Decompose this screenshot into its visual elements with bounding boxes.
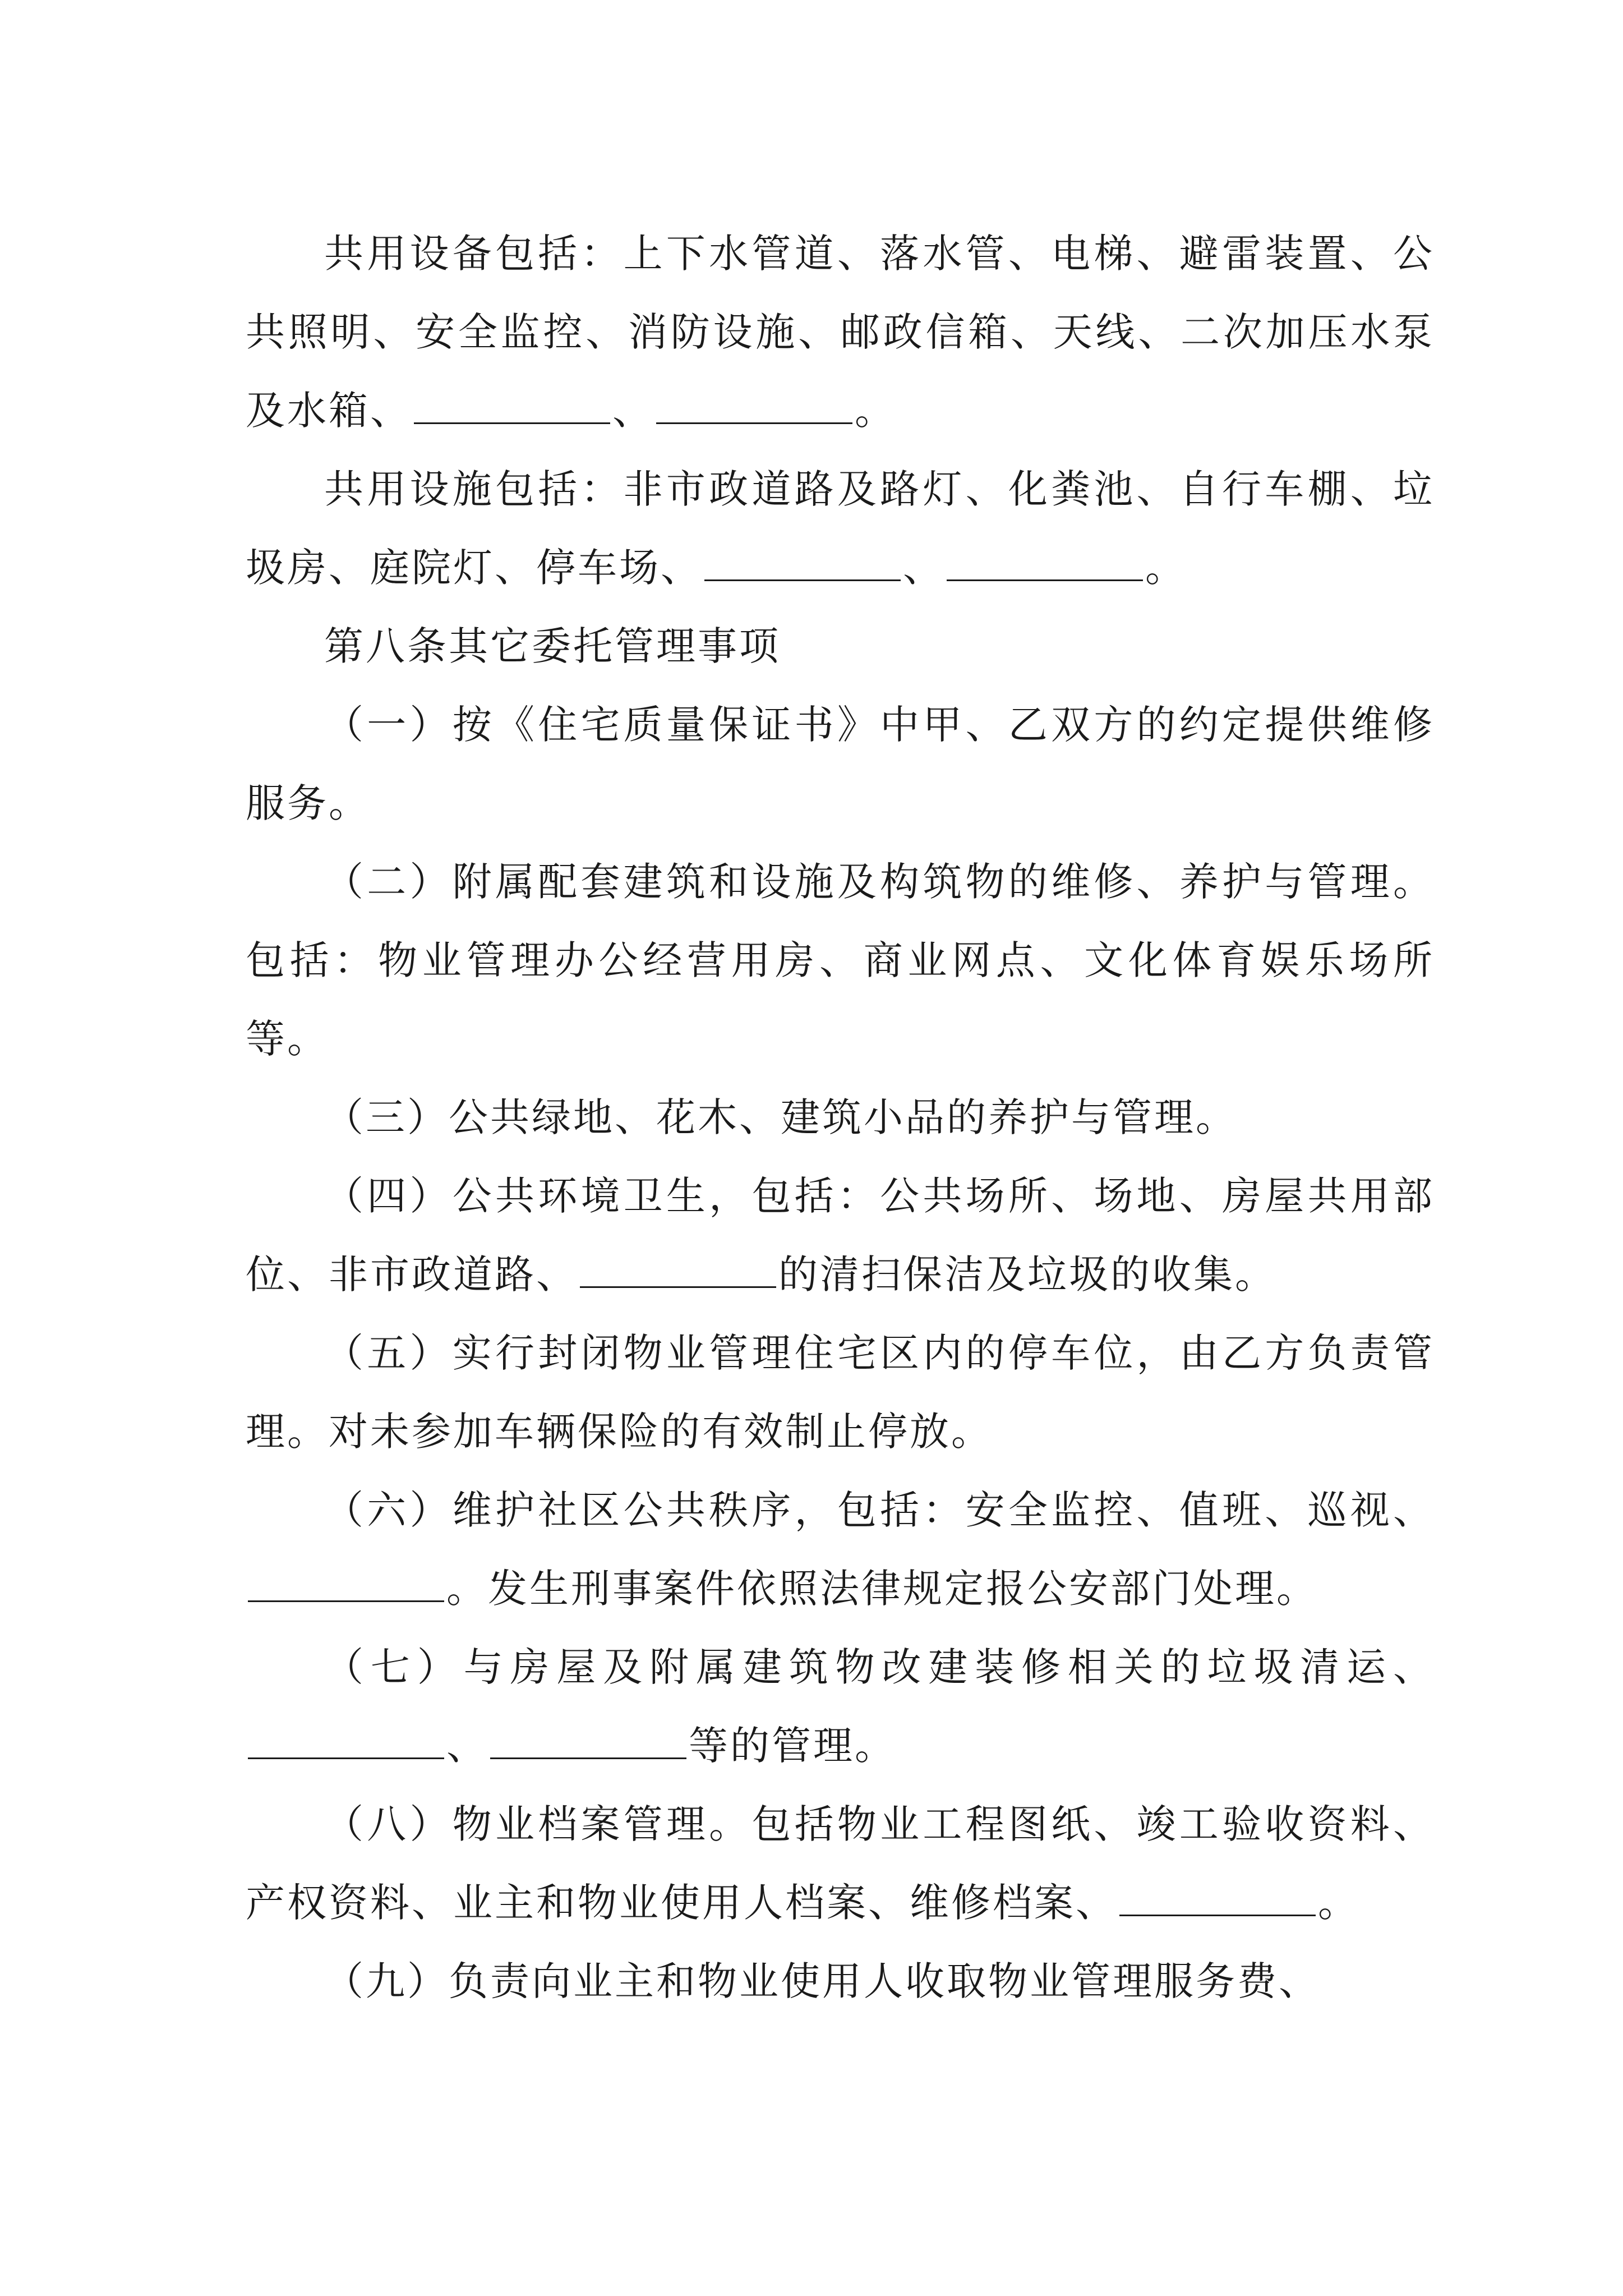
text-segment: （九）负责向业主和物业使用人收取物业管理服务费、: [324, 1958, 1320, 2004]
text-segment: 等的管理。: [689, 1723, 896, 1769]
fill-in-blank[interactable]: [490, 1724, 686, 1759]
text-segment: （一）按《住宅质量保证书》中甲、乙双方的约定提供维修服务。: [246, 702, 1435, 826]
text-segment: 。: [1145, 545, 1187, 591]
paragraph-item-2: [246, 843, 1435, 1078]
text-segment: （六）维护社区公共秩序，包括：安全监控、值班、巡视、: [324, 1487, 1435, 1533]
fill-in-blank[interactable]: [248, 1724, 444, 1759]
fill-in-blank[interactable]: [1119, 1881, 1316, 1916]
document-body: [246, 214, 1435, 2021]
text-segment: 共用设备包括：上下水管道、落水管、电梯、避雷装置、公共照明、安全监控、消防设施、邮政信箱、天线、二次加压水泵及水箱、: [246, 231, 1435, 434]
text-segment: 、: [446, 1723, 488, 1769]
text-segment: 第八条其它委托管理事项: [324, 623, 781, 669]
paragraph-item-5: [246, 1314, 1435, 1471]
paragraph-item-8: [246, 1785, 1435, 1942]
text-segment: 、: [903, 545, 944, 591]
fill-in-blank[interactable]: [704, 546, 901, 581]
text-segment: 共用设施包括：非市政道路及路灯、化粪池、自行车棚、垃圾房、庭院灯、停车场、: [246, 466, 1435, 591]
text-segment: 。发生刑事案件依照法律规定报公安部门处理。: [446, 1566, 1318, 1612]
paragraph-shared-facilities: [246, 450, 1435, 607]
text-segment: 的清扫保洁及垃圾的收集。: [778, 1251, 1276, 1297]
article-heading: [246, 607, 1435, 685]
paragraph-item-4: [246, 1157, 1435, 1314]
fill-in-blank[interactable]: [580, 1253, 776, 1288]
text-segment: （八）物业档案管理。包括物业工程图纸、竣工验收资料、产权资料、业主和物业使用人档案、维修档案、: [246, 1801, 1435, 1926]
text-segment: （四）公共环境卫生，包括：公共场所、场地、房屋共用部位、非市政道路、: [246, 1173, 1435, 1297]
text-segment: （三）公共绿地、花木、建筑小品的养护与管理。: [324, 1094, 1237, 1140]
paragraph-item-6: [246, 1471, 1435, 1628]
text-segment: 。: [855, 388, 896, 434]
paragraph-item-3: [246, 1078, 1435, 1157]
fill-in-blank[interactable]: [656, 389, 852, 424]
paragraph-item-7: [246, 1628, 1435, 1785]
text-segment: 。: [1318, 1880, 1359, 1926]
fill-in-blank[interactable]: [947, 546, 1143, 581]
text-segment: （五）实行封闭物业管理住宅区内的停车位，由乙方负责管理。对未参加车辆保险的有效制止停放。: [246, 1330, 1435, 1455]
text-segment: （七）与房屋及附属建筑物改建装修相关的垃圾清运、: [324, 1644, 1435, 1690]
paragraph-item-9: [246, 1942, 1435, 2021]
paragraph-item-1: [246, 685, 1435, 843]
text-segment: 、: [612, 388, 654, 434]
paragraph-shared-equipment: [246, 214, 1435, 450]
fill-in-blank[interactable]: [248, 1567, 444, 1602]
fill-in-blank[interactable]: [414, 389, 610, 424]
text-segment: （二）附属配套建筑和设施及构筑物的维修、养护与管理。包括：物业管理办公经营用房、商业网点、文化体育娱乐场所等。: [246, 859, 1435, 1062]
